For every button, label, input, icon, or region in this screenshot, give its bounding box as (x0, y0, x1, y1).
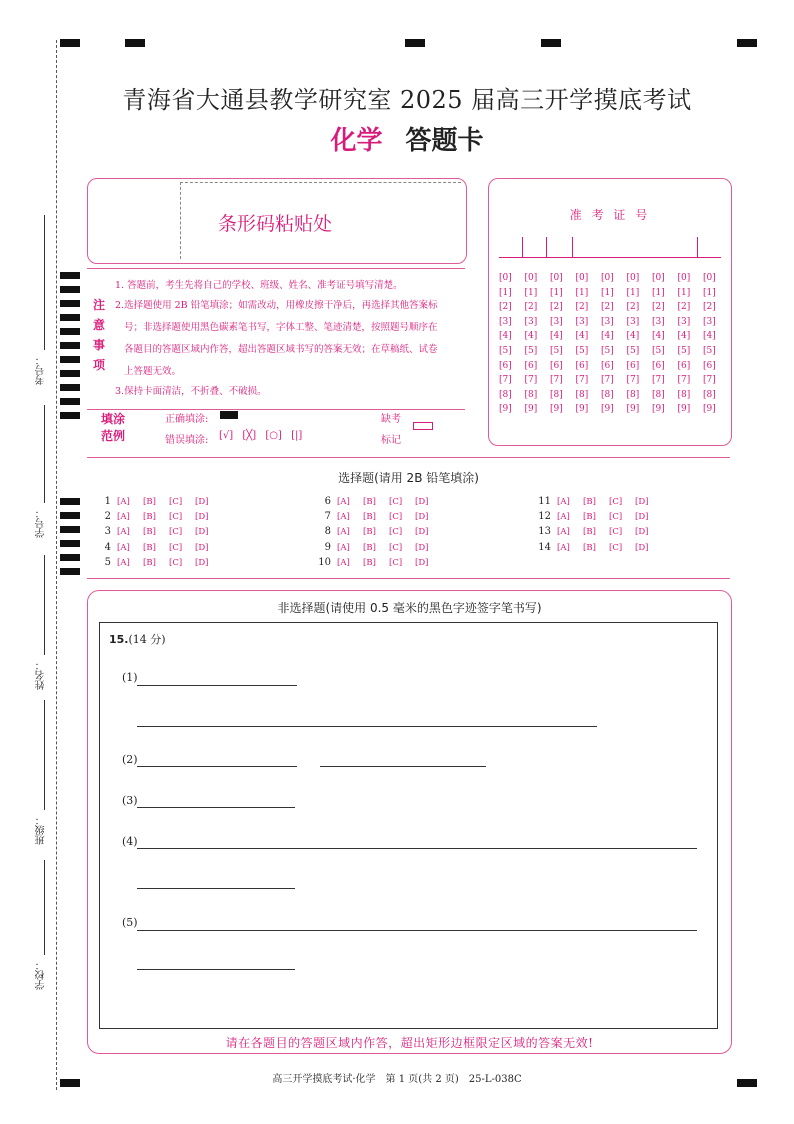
admission-bubble[interactable]: [5] (499, 346, 512, 356)
admission-bubble[interactable]: [9] (524, 404, 538, 415)
admission-bubble[interactable]: [7] (626, 375, 640, 386)
timing-mark (60, 384, 80, 391)
admission-bubble[interactable]: [3] (703, 316, 716, 327)
choice-question-row (317, 557, 441, 568)
admission-bubble[interactable]: [0] (703, 273, 716, 283)
exam-title: 青海省大通县教学研究室 2025 届高三开学摸底考试 (122, 86, 692, 114)
choice-bubble[interactable]: [A] (337, 557, 350, 568)
choice-bubble[interactable]: [D] (635, 497, 649, 507)
admission-bubble[interactable]: [6] (601, 360, 614, 371)
choice-question-row (97, 526, 221, 537)
answer-frame-q15[interactable] (99, 622, 718, 1029)
choice-question-row (317, 496, 441, 507)
answer-line[interactable] (137, 726, 597, 727)
timing-mark (60, 526, 80, 533)
part-label-4: (4) (122, 835, 138, 848)
choice-bubble[interactable]: [C] (169, 497, 183, 507)
admission-bubble[interactable]: [9] (499, 404, 512, 415)
choice-question-row (97, 542, 221, 553)
admission-bubble[interactable]: [6] (626, 360, 640, 371)
answer-line[interactable] (137, 888, 295, 889)
admission-bubble[interactable]: [0] (550, 273, 563, 283)
barcode-box (87, 178, 467, 264)
admission-bubble[interactable]: [2] (626, 302, 640, 313)
admission-bubble[interactable]: [8] (601, 389, 614, 400)
q15-score: (14 分) (128, 633, 166, 646)
choice-bubble[interactable]: [C] (389, 497, 403, 507)
admission-bubble[interactable]: [6] (703, 360, 716, 371)
admission-bubble[interactable]: [1] (524, 287, 538, 298)
choice-bubble[interactable]: [D] (415, 542, 429, 553)
timing-mark (60, 272, 80, 279)
fill-example (87, 408, 465, 450)
admission-bubble[interactable]: [3] (677, 316, 691, 327)
choice-bubble[interactable]: [A] (557, 542, 570, 553)
card-title (0, 120, 794, 157)
choice-bubble[interactable]: [C] (609, 512, 623, 523)
admission-bubble[interactable]: [7] (550, 375, 563, 386)
question-number: 7 (324, 511, 331, 523)
admission-bubble[interactable]: [1] (601, 287, 614, 298)
answer-line[interactable] (137, 766, 297, 767)
choice-bubble[interactable]: [B] (143, 497, 156, 507)
timing-mark (60, 300, 80, 307)
side-underline (44, 700, 45, 810)
notice-item: 3.保持卡面清洁，不折叠、不破损。 (115, 386, 267, 397)
choice-question-row (317, 526, 441, 537)
notice-box (87, 268, 465, 410)
answer-line[interactable] (137, 930, 697, 931)
admission-bubble[interactable]: [3] (652, 316, 665, 327)
admission-bubble[interactable]: [4] (626, 331, 640, 342)
notice-char: 事 (93, 338, 106, 352)
admission-bubble[interactable]: [2] (499, 302, 512, 313)
choice-bubble[interactable]: [C] (389, 557, 403, 568)
admission-bubble[interactable]: [1] (626, 287, 640, 298)
admission-bubble[interactable]: [2] (703, 302, 716, 313)
footer-warning: 请在各题目的答题区域内作答，超出矩形边框限定区域的答案无效! (225, 1036, 594, 1050)
choice-bubble[interactable]: [A] (337, 527, 350, 538)
side-underline (44, 215, 45, 350)
admission-bubble[interactable]: [5] (575, 346, 589, 356)
notice-char: 项 (93, 358, 106, 372)
admission-bubble[interactable]: [4] (703, 331, 716, 342)
admission-bubble[interactable]: [0] (524, 273, 538, 283)
wrong-mark: [○] (265, 430, 282, 441)
choice-bubble[interactable]: [A] (337, 497, 350, 507)
admission-bubble[interactable]: [0] (601, 273, 614, 283)
page-footer: 高三开学摸底考试·化学 第 1 页(共 2 页) 25-L-038C (272, 1074, 522, 1085)
choice-question-row (97, 557, 221, 568)
choice-bubble[interactable]: [B] (143, 512, 156, 523)
admission-box (488, 178, 732, 446)
question-number: 13 (538, 526, 551, 538)
choice-question-row (537, 542, 661, 553)
admission-bubble[interactable]: [7] (575, 375, 589, 386)
choice-bubble[interactable]: [D] (195, 497, 209, 507)
answer-line[interactable] (137, 807, 295, 808)
admission-bubble[interactable]: [3] (575, 316, 589, 327)
notice-item: 1. 答题前，考生先将自己的学校、班级、姓名、准考证号填写清楚。 (115, 280, 403, 291)
admission-bubble[interactable]: [4] (499, 331, 512, 342)
admission-bubble[interactable]: [9] (550, 404, 563, 415)
timing-mark (60, 540, 80, 547)
correct-fill-mark (220, 411, 238, 419)
admission-bubble[interactable]: [7] (652, 375, 665, 386)
admission-bubble[interactable]: [7] (677, 375, 691, 386)
answer-line[interactable] (320, 766, 486, 767)
admission-bubble[interactable]: [5] (677, 346, 691, 356)
wrong-mark: [╳] (242, 430, 257, 441)
admission-bubble[interactable]: [2] (652, 302, 665, 313)
admission-divider (546, 237, 547, 257)
wrong-fill-marks (219, 430, 302, 441)
q15-number: 15. (109, 633, 129, 646)
timing-mark (60, 554, 80, 561)
question-number: 8 (324, 526, 331, 538)
subject-name: 化学 (330, 126, 383, 156)
timing-mark (60, 342, 80, 349)
side-label-exam-no: 考号： (36, 355, 47, 385)
choice-bubble[interactable]: [C] (389, 542, 403, 553)
admission-bubble[interactable]: [2] (575, 302, 589, 313)
admission-bubble[interactable]: [4] (575, 331, 589, 342)
admission-bubble[interactable]: [5] (550, 346, 563, 356)
question-number: 12 (538, 511, 551, 523)
choice-bubble[interactable]: [B] (143, 527, 156, 538)
barcode-label: 条形码粘贴处 (218, 213, 333, 235)
choice-bubble[interactable]: [A] (337, 512, 350, 523)
admission-bubble[interactable]: [8] (575, 389, 589, 400)
wrong-mark: [√] (219, 430, 234, 441)
choice-bubble[interactable]: [B] (583, 497, 596, 507)
choice-bubble[interactable]: [A] (117, 527, 130, 538)
admission-bubble[interactable]: [5] (626, 346, 640, 356)
admission-bubble[interactable]: [0] (575, 273, 589, 283)
timing-mark (541, 39, 561, 47)
choice-bubble[interactable]: [A] (557, 527, 570, 538)
choice-question-row (537, 511, 661, 522)
timing-mark (60, 356, 80, 363)
timing-mark (737, 39, 757, 47)
part-label-2: (2) (122, 753, 138, 766)
admission-bubble[interactable]: [8] (652, 389, 665, 400)
answer-line[interactable] (137, 969, 295, 970)
choice-bubble[interactable]: [D] (635, 527, 649, 538)
admission-bubble[interactable]: [8] (677, 389, 691, 400)
admission-bubble[interactable]: [1] (550, 287, 563, 298)
timing-mark (60, 314, 80, 321)
admission-label: 准 考 证 号 (569, 208, 651, 222)
choice-question-row (537, 526, 661, 537)
admission-bubble[interactable]: [3] (626, 316, 640, 327)
admission-bubble[interactable]: [4] (550, 331, 563, 342)
choice-title: 选择题(请用 2B 铅笔填涂) (338, 471, 479, 485)
admission-bubble[interactable]: [1] (652, 287, 665, 298)
admission-bubble[interactable]: [9] (575, 404, 589, 415)
admission-bubble[interactable]: [0] (677, 273, 691, 283)
admission-bubble[interactable]: [3] (550, 316, 563, 327)
admission-bubble[interactable]: [8] (703, 389, 716, 400)
choice-bubble[interactable]: [C] (169, 557, 183, 568)
wrong-fill-label: 错误填涂: (165, 435, 209, 446)
admission-bubble[interactable]: [9] (626, 404, 640, 415)
admission-bubble[interactable]: [6] (550, 360, 563, 371)
timing-mark (60, 370, 80, 377)
timing-mark (60, 498, 80, 505)
admission-bubble[interactable]: [3] (524, 316, 538, 327)
question-number: 4 (104, 541, 111, 553)
admission-bubble[interactable]: [0] (499, 273, 512, 283)
choice-bubble[interactable]: [C] (609, 542, 623, 553)
timing-mark (60, 286, 80, 293)
side-underline (44, 555, 45, 655)
choice-bubble[interactable]: [C] (169, 527, 183, 538)
choice-bubble[interactable]: [D] (415, 497, 429, 507)
admission-divider (572, 237, 573, 257)
admission-bubble[interactable]: [1] (703, 287, 716, 298)
notice-char: 注 (93, 298, 106, 312)
question-number: 9 (324, 541, 331, 553)
choice-bubble[interactable]: [D] (195, 527, 209, 538)
absent-mark-label: 标记 (381, 435, 401, 446)
question-number: 5 (104, 556, 111, 568)
admission-bubble[interactable]: [1] (499, 287, 512, 298)
admission-bubble[interactable]: [9] (652, 404, 665, 415)
question-number: 3 (104, 526, 111, 538)
choice-bubble[interactable]: [B] (363, 542, 376, 553)
question-number: 10 (318, 556, 331, 568)
wrong-mark: [|] (291, 430, 303, 441)
choice-question-row (317, 511, 441, 522)
choice-bubble[interactable]: [D] (415, 512, 429, 523)
choice-question-row (97, 511, 221, 522)
notice-item: 2.选择题使用 2B 铅笔填涂；如需改动，用橡皮擦干净后，再选择其他答案标 (115, 300, 438, 311)
choice-bubble[interactable]: [A] (557, 512, 570, 523)
admission-bubble[interactable]: [4] (652, 331, 665, 342)
admission-bubble[interactable]: [9] (601, 404, 614, 415)
choice-bubble[interactable]: [D] (195, 557, 209, 568)
question-number: 1 (104, 496, 111, 507)
nonchoice-section (87, 590, 732, 1054)
admission-bubble[interactable]: [2] (601, 302, 614, 313)
choice-bubble[interactable]: [A] (117, 512, 130, 523)
choice-bubble[interactable]: [C] (389, 527, 403, 538)
question-number: 2 (104, 511, 111, 523)
admission-write-row (499, 237, 721, 258)
side-label-name: 姓名： (36, 660, 47, 690)
admission-bubble[interactable]: [6] (499, 360, 512, 371)
admission-bubble[interactable]: [8] (499, 389, 512, 400)
absent-label: 缺考 (381, 414, 401, 425)
choice-bubble[interactable]: [C] (389, 512, 403, 523)
choice-bubble[interactable]: [A] (337, 542, 350, 553)
part-label-3: (3) (122, 794, 138, 807)
q15-label (109, 631, 166, 647)
choice-bubble[interactable]: [C] (609, 527, 623, 538)
choice-bubble[interactable]: [A] (117, 497, 130, 507)
choice-bubble[interactable]: [B] (583, 512, 596, 523)
part-label-5: (5) (122, 916, 138, 929)
choice-bubble[interactable]: [D] (635, 512, 649, 523)
choice-bubble[interactable]: [A] (117, 557, 130, 568)
choice-bubble[interactable]: [B] (143, 557, 156, 568)
notice-title (93, 295, 107, 375)
choice-bubble[interactable]: [D] (635, 542, 649, 553)
admission-bubble[interactable]: [7] (601, 375, 614, 386)
admission-bubble[interactable]: [5] (652, 346, 665, 356)
answer-line[interactable] (137, 848, 697, 849)
notice-char: 意 (93, 318, 106, 332)
admission-bubble[interactable]: [4] (524, 331, 538, 342)
side-label-school: 学校： (36, 960, 47, 990)
choice-bubble[interactable]: [B] (363, 512, 376, 523)
choice-bubble[interactable]: [D] (195, 512, 209, 523)
question-number: 6 (324, 496, 331, 507)
choice-question-row (317, 542, 441, 553)
admission-bubble[interactable]: [8] (550, 389, 563, 400)
nonchoice-title: 非选择题(请使用 0.5 毫米的黑色字迹签字笔书写) (277, 601, 542, 615)
correct-fill-label: 正确填涂: (165, 414, 209, 425)
side-underline (44, 405, 45, 503)
admission-bubble[interactable]: [7] (703, 375, 716, 386)
choice-bubble[interactable]: [D] (415, 557, 429, 568)
binding-line (56, 40, 57, 1090)
timing-mark (405, 39, 425, 47)
admission-bubble[interactable]: [2] (677, 302, 691, 313)
admission-bubble[interactable]: [0] (626, 273, 640, 283)
admission-bubble[interactable]: [8] (524, 389, 538, 400)
timing-mark (60, 328, 80, 335)
choice-bubble[interactable]: [C] (169, 512, 183, 523)
admission-bubble[interactable]: [5] (601, 346, 614, 356)
choice-bubble[interactable]: [B] (363, 527, 376, 538)
card-label: 答题卡 (405, 126, 484, 156)
notice-item: 号；非选择题使用黑色碳素笔书写，字体工整、笔迹清楚，按照题号顺序在 (124, 322, 438, 333)
timing-mark (60, 568, 80, 575)
fill-example-title-1: 填涂 (101, 412, 126, 426)
choice-bubble[interactable]: [C] (609, 497, 623, 507)
choice-bubble[interactable]: [A] (557, 497, 570, 507)
timing-mark (60, 412, 80, 419)
admission-bubble[interactable]: [6] (677, 360, 691, 371)
admission-divider (697, 237, 698, 257)
choice-bubble[interactable]: [B] (363, 557, 376, 568)
admission-bubble[interactable]: [5] (524, 346, 538, 356)
timing-mark (60, 398, 80, 405)
admission-bubble[interactable]: [9] (703, 404, 716, 415)
side-underline (44, 860, 45, 955)
admission-bubble[interactable]: [6] (652, 360, 665, 371)
choice-question-row (537, 496, 661, 507)
admission-bubble[interactable]: [4] (677, 331, 691, 342)
side-label-student-no: 学号： (36, 508, 47, 538)
admission-bubble[interactable]: [7] (524, 375, 538, 386)
timing-mark (125, 39, 145, 47)
admission-divider (522, 237, 523, 257)
admission-bubble[interactable]: [9] (677, 404, 691, 415)
admission-bubble[interactable]: [7] (499, 375, 512, 386)
timing-mark (60, 39, 80, 47)
admission-bubble[interactable]: [3] (601, 316, 614, 327)
side-label-class: 班级： (36, 815, 47, 845)
choice-bubble[interactable]: [D] (415, 527, 429, 538)
choice-question-row (97, 496, 221, 507)
timing-mark (60, 512, 80, 519)
question-number: 11 (538, 496, 551, 507)
question-number: 14 (538, 541, 551, 553)
choice-bubble[interactable]: [B] (583, 542, 596, 553)
answer-line[interactable] (137, 685, 297, 686)
notice-item: 上答题无效。 (124, 366, 182, 377)
admission-bubble[interactable]: [0] (652, 273, 665, 283)
fill-example-title-2: 范例 (101, 429, 126, 443)
admission-bubble[interactable]: [1] (575, 287, 589, 298)
admission-bubble[interactable]: [2] (550, 302, 563, 313)
choice-bubble[interactable]: [D] (195, 542, 209, 553)
choice-bubble[interactable]: [B] (143, 542, 156, 553)
admission-bubble[interactable]: [6] (575, 360, 589, 371)
choice-bubble[interactable]: [B] (583, 527, 596, 538)
admission-bubble[interactable]: [4] (601, 331, 614, 342)
choice-bubble[interactable]: [B] (363, 497, 376, 507)
admission-bubble[interactable]: [8] (626, 389, 640, 400)
admission-bubble[interactable]: [1] (677, 287, 691, 298)
absent-checkbox[interactable] (413, 422, 433, 430)
admission-bubble[interactable]: [6] (524, 360, 538, 371)
admission-bubble[interactable]: [2] (524, 302, 538, 313)
choice-section (87, 457, 730, 579)
choice-bubble[interactable]: [A] (117, 542, 130, 553)
admission-bubble[interactable]: [3] (499, 316, 512, 327)
choice-bubble[interactable]: [C] (169, 542, 183, 553)
part-label-1: (1) (122, 671, 138, 684)
admission-bubble[interactable]: [5] (703, 346, 716, 356)
notice-item: 各题目的答题区域内作答，超出答题区域书写的答案无效；在草稿纸、试卷 (124, 344, 438, 355)
